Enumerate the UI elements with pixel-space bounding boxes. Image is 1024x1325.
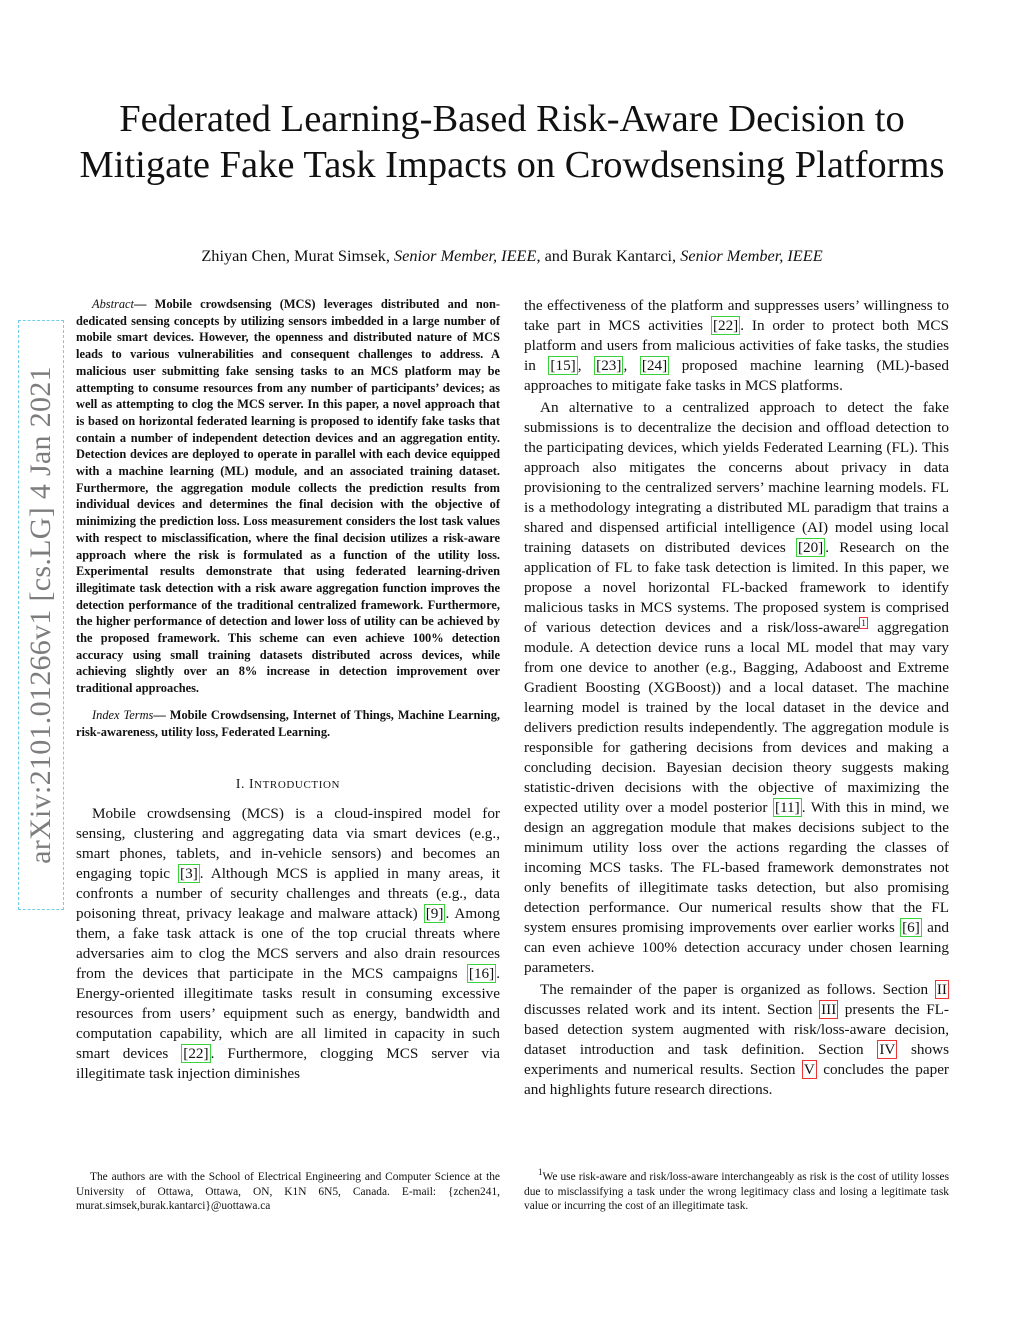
author-role-2: Senior Member, IEEE xyxy=(680,246,823,265)
abstract xyxy=(76,296,500,697)
left-column xyxy=(76,296,500,1084)
index-terms-dash: — xyxy=(153,707,166,722)
text-run: . In order to protect both MCS platform and users from malicious activities of fake tasks, the studies in xyxy=(524,317,949,374)
text-run: . Energy-oriented illegitimate tasks result in consuming excessive resources from users’ equipment such as energy, bandwidth and computation capability, which are all limited in capacity in such smart devices xyxy=(76,965,500,1063)
abstract-label: Abstract xyxy=(92,297,134,311)
author-role-1: Senior Member, IEEE xyxy=(394,246,537,265)
citation-link[interactable]: [9] xyxy=(425,905,444,923)
footnote-marker-link[interactable]: 1 xyxy=(861,617,866,628)
text-run: An alternative to a centralized approach to detect the fake submissions is to decentralize the decision and offload detection to the participating devices, which yields Federated Learning (FL). This approach also mitigates the concerns about privacy in data provisioning to the centralized servers’ machine learning models. FL is a methodology integrating a distributed ML paradigm that trains a shared and dispensed artificial intelligence (AI) model using local training datasets on distributed devices xyxy=(524,399,949,556)
intro-paragraph-1 xyxy=(76,804,500,1084)
right-paragraph-2 xyxy=(524,398,949,978)
text-run: . Research on the application of FL to fake task detection is limited. In this paper, we propose a novel horizontal FL-backed framework to identify malicious tasks in MCS systems. The proposed system is comprised of various detection devices and a risk/loss-aware xyxy=(524,539,949,636)
text-run: Mobile crowdsensing (MCS) is a cloud-inspired model for sensing, clustering and aggregating data via smart devices (e.g., smart phones, tablets, and in-vehicle sensors) and becomes an engaging topic xyxy=(76,805,500,883)
text-run: The remainder of the paper is organized as follows. Section xyxy=(540,981,935,998)
text-run: . Although MCS is applied in many areas, it confronts a number of security challenges and threats (e.g., data poisoning threat, privacy leakage and malware attack) xyxy=(76,865,500,923)
section-link[interactable]: IV xyxy=(879,1041,896,1058)
author-line xyxy=(70,246,954,266)
section-heading-introduction xyxy=(76,776,500,792)
right-paragraph-1 xyxy=(524,296,949,396)
paper-title: Federated Learning-Based Risk-Aware Decision to Mitigate Fake Task Impacts on Crowdsensing Platforms xyxy=(79,98,945,186)
section-link[interactable]: II xyxy=(936,981,947,998)
text-run: . With this in mind, we design an aggregation module that makes decisions subject to the minimum utility loss over the actions regarding the classes of incoming MCS tasks. The FL-based framework demonstrates not only benefits of illegitimate tasks detection, but also promising detection performance. Our numerical results show that the FL system ensures promising improvements over earlier works xyxy=(524,799,949,936)
citation-link[interactable]: [16] xyxy=(468,965,495,983)
abstract-text: Mobile crowdsensing (MCS) leverages distributed and non-dedicated sensing concepts by utilizing sensors imbedded in a large number of mobile smart devices. However, the openness and distributed nature of MCS leads to various vulnerabilities and consequent challenges to address. A malicious user submitting fake sensing tasks to an MCS platform may be attempting to consume resources from any number of participants’ devices; as well as attempting to clog the MCS server. In this paper, a novel approach that is based on horizontal federated learning is proposed to identify fake tasks that contain a number of independent detection devices and an aggregation entity. Detection devices are deployed to operate in parallel with each device equipped with a machine learning (ML) module, and an associated training dataset. Furthermore, the aggregation module collects the prediction results from individual devices and determines the final decision with the objective of minimizing the prediction loss. Loss measurement considers the lost task values with respect to misclassification, where the final decision utilizes a risk-aware approach where the risk is formulated as a function of the utility loss. Experimental results demonstrate that using federated learning-driven illegitimate task detection with a risk aware aggregation function improves the detection performance of the traditional centralized framework. Furthermore, the higher performance of detection and lower loss of utility can be achieved by the proposed framework. This scheme can even achieve 100% detection accuracy using small training datasets distributed across devices, while achieving slightly over an 8% increase in detection improvement over traditional approaches. xyxy=(76,297,500,696)
citation-link[interactable]: [24] xyxy=(641,357,668,374)
arxiv-identifier: arXiv:2101.01266v1 [cs.LG] 4 Jan 2021 xyxy=(24,366,57,864)
text-run: . Furthermore, clogging MCS server via illegitimate task injection diminishes xyxy=(76,1045,500,1083)
text-run: , xyxy=(623,357,640,374)
footnote-number: 1 xyxy=(538,1167,543,1178)
section-numeral: I. xyxy=(235,776,249,792)
section-title-rest: NTRODUCTION xyxy=(254,779,341,792)
author-names-1: Zhiyan Chen, Murat Simsek, xyxy=(201,246,390,265)
citation-link[interactable]: [15] xyxy=(550,357,576,374)
author-names-2: , and Burak Kantarci, xyxy=(536,246,677,265)
citation-link[interactable]: [6] xyxy=(902,919,920,936)
citation-link[interactable]: [23] xyxy=(596,357,622,374)
section-initial: I xyxy=(248,776,255,792)
footnote-affiliation: The authors are with the School of Electrical Engineering and Computer Science at the University of Ottawa, Ottawa, ON, K1N 6N5, Canada. E-mail: {zchen241, murat.simsek,burak.kantarci}@uottawa.ca xyxy=(76,1171,500,1212)
citation-link[interactable]: [11] xyxy=(774,799,800,816)
text-run: the effectiveness of the platform and suppresses users’ willingness to take part in MCS activities xyxy=(524,297,949,334)
text-run: concludes the paper and highlights future research directions. xyxy=(524,1061,949,1098)
text-run: . Among them, a fake task attack is one of the top crucial threats where adversaries aim to clog the MCS servers and also drain resources from the devices that participate in the MCS campaigns xyxy=(76,905,500,983)
index-terms-label: Index Terms xyxy=(92,707,154,722)
right-column xyxy=(524,296,949,1102)
citation-link[interactable]: [22] xyxy=(183,1045,209,1063)
footnote-text: We use risk-aware and risk/loss-aware interchangeably as risk is the cost of utility losses due to misclassifying a task under the wrong legitimacy class and losing a legitimate task value or incurring the cost of an illegitimate task. xyxy=(524,1171,949,1212)
text-run: , xyxy=(577,357,595,374)
text-run: proposed machine learning (ML)-based approaches to mitigate fake tasks in MCS platforms. xyxy=(524,357,949,394)
citation-link[interactable]: [3] xyxy=(180,865,198,883)
citation-link[interactable]: [22] xyxy=(712,317,739,334)
section-link[interactable]: V xyxy=(803,1061,815,1078)
right-paragraph-3 xyxy=(524,980,949,1100)
text-run: discusses related work and its intent. Section xyxy=(524,1001,820,1018)
abstract-dash: — xyxy=(134,297,147,311)
text-run: shows experiments and numerical results. Section xyxy=(524,1041,950,1078)
section-link[interactable]: III xyxy=(821,1001,837,1018)
index-terms-text: Mobile Crowdsensing, Internet of Things, Machine Learning, risk-awareness, utility loss, Federated Learning. xyxy=(76,707,500,739)
index-terms xyxy=(76,707,500,740)
citation-link[interactable]: [20] xyxy=(797,539,824,556)
footnote-1 xyxy=(524,1167,949,1214)
text-run: aggregation module. A detection device runs a local ML model that may vary from one device to another (e.g., Bagging, Adaboost and Extreme Gradient Boosting (XGBoost)) and a local dataset. The machine learning model is trained by the local dataset in the device and delivers prediction results independently. The aggregation module is responsible for gathering decisions from devices and making a concluding decision. Bayesian decision theory suggests making statistic-driven decisions with the objective of maximizing the expected utility over a model posterior xyxy=(524,619,949,816)
text-run: presents the FL-based detection system augmented with risk/loss-aware decision, dataset introduction and task definition. Section xyxy=(524,1001,949,1058)
arxiv-sidebar-stamp xyxy=(18,320,64,910)
text-run: and can even achieve 100% detection accuracy under chosen learning parameters. xyxy=(524,919,950,976)
